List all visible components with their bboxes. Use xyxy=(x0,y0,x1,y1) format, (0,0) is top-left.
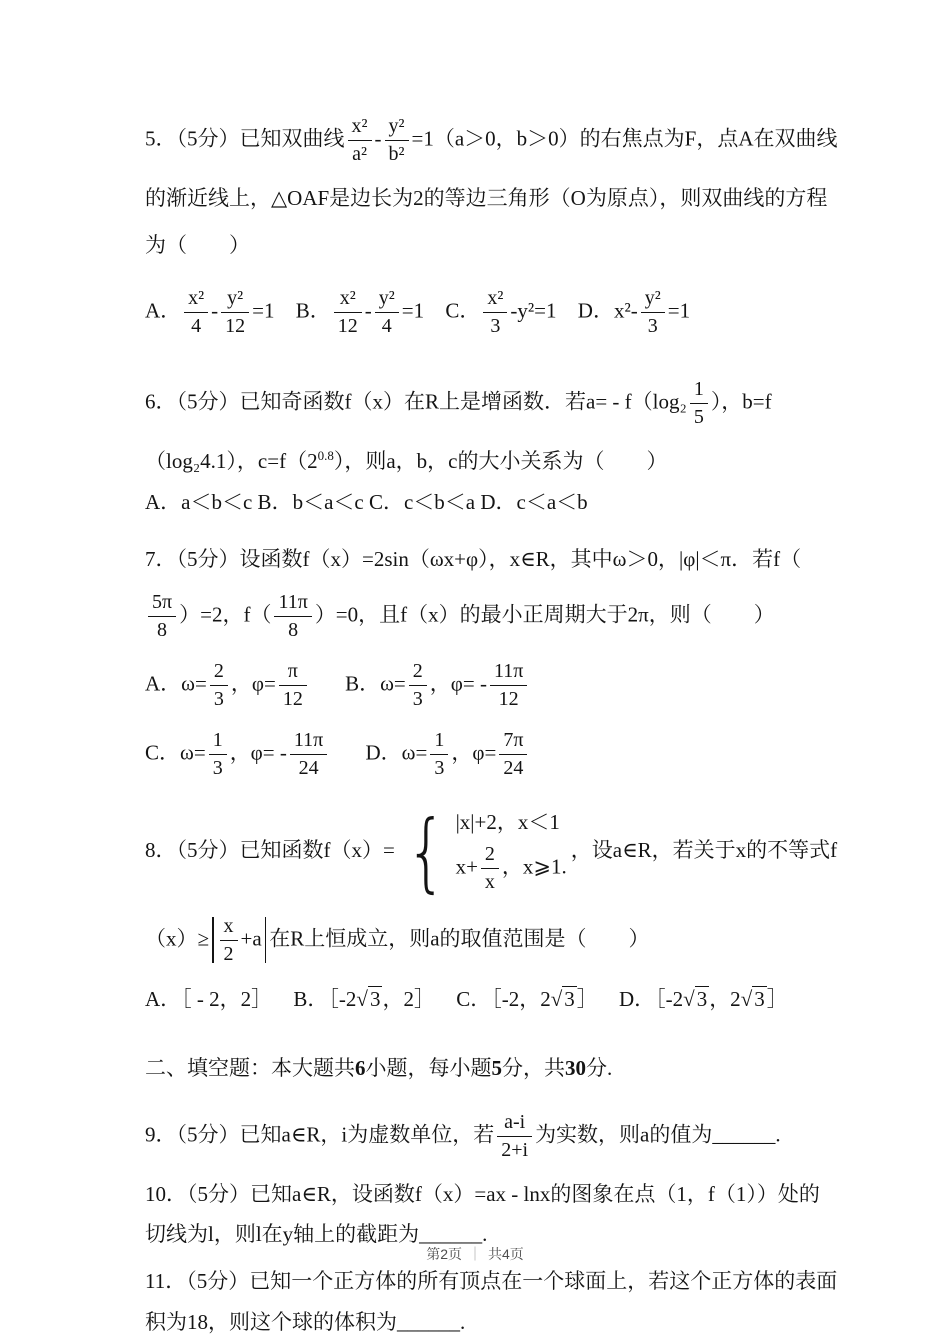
q7-options-row1 xyxy=(145,657,842,714)
fraction-ai-2i xyxy=(497,1110,532,1163)
sqrt-expression xyxy=(356,987,382,1011)
fraction-numerator: 11π xyxy=(490,659,527,686)
option-text: C．［-2，2 xyxy=(456,987,551,1012)
q5-option-a xyxy=(145,284,275,341)
section-count: 6 xyxy=(355,1056,366,1081)
q6-options xyxy=(145,485,842,520)
q5-option-b xyxy=(296,284,424,341)
radicand: 3 xyxy=(369,987,381,1012)
fraction-numerator: x² xyxy=(184,286,208,313)
fraction-numerator: 5π xyxy=(148,590,176,617)
sqrt-expression xyxy=(551,987,577,1011)
fraction-numerator: 2 xyxy=(409,659,427,686)
fraction xyxy=(430,728,448,781)
fraction-numerator: a-i xyxy=(497,1110,532,1137)
option-mid: ，φ= - xyxy=(229,740,287,765)
option-text: D．［-2 xyxy=(618,987,684,1012)
fraction xyxy=(499,728,527,781)
fraction-5pi-8 xyxy=(148,590,176,643)
fraction xyxy=(221,286,249,339)
q9-line1 xyxy=(145,1108,842,1165)
q7-line2 xyxy=(145,588,842,645)
option-text: ，2 xyxy=(709,987,741,1012)
fraction-denominator: 12 xyxy=(282,688,303,711)
q9-text1: 9．（5分）已知a∈R，i为虚数单位，若 xyxy=(145,1122,495,1146)
q6-options-text: A．a＜b＜c B．b＜a＜c C．c＜b＜a D．c＜a＜b xyxy=(145,489,588,514)
option-pre: x²- xyxy=(613,298,638,323)
q8-text5: 在R上恒成立，则a的取值范围是（ ） xyxy=(269,925,650,950)
fraction xyxy=(490,659,527,712)
fraction-denominator: 3 xyxy=(490,315,501,338)
q6-text4: ），则a，b，c的大小关系为（ ） xyxy=(333,449,668,474)
piecewise-case-2 xyxy=(456,840,567,897)
q8-options xyxy=(145,981,842,1018)
option-text: ，2］ xyxy=(382,987,435,1012)
q11-line2 xyxy=(145,1305,842,1340)
option-mid: ，φ= xyxy=(451,740,497,765)
exponent: 0.8 xyxy=(317,448,334,464)
q5-options xyxy=(145,284,842,341)
fraction xyxy=(375,286,399,339)
fraction-denominator: 3 xyxy=(212,757,223,780)
section-text: 二、填空题：本大题共 xyxy=(145,1056,355,1081)
fraction-denominator: 3 xyxy=(213,688,224,711)
radicand: 3 xyxy=(696,987,708,1012)
section-text: 分. xyxy=(586,1056,613,1081)
q5-line3 xyxy=(145,228,842,263)
abs-bar-left xyxy=(212,917,214,963)
fraction-denominator: 12 xyxy=(337,315,358,338)
q7-options-row2 xyxy=(145,726,842,783)
fraction xyxy=(209,728,227,781)
q11-line1 xyxy=(145,1264,842,1299)
fraction-y2-b2 xyxy=(385,114,409,167)
q7-text1: 7．（5分）设函数f（x）=2sin（ωx+φ），x∈R，其中ω＞0，|φ|＜π．若f（ xyxy=(145,546,802,571)
footer-total-pages: 共4页 xyxy=(488,1246,524,1262)
q6-text2: ），b=f xyxy=(710,389,772,414)
option-text: A．［ - 2，2］ xyxy=(145,987,273,1012)
q8-line1 xyxy=(145,802,842,903)
q10-text1: 10．（5分）已知a∈R，设函数f（x）=ax - lnx的图象在点（1，f（1））处的 xyxy=(145,1181,820,1206)
option-mid: ，φ= - xyxy=(429,671,487,696)
option-label: A．ω= xyxy=(145,671,207,696)
q8-text4: +a xyxy=(240,925,262,950)
q5-option-d xyxy=(578,284,690,341)
log-symbol: log₂ xyxy=(652,389,687,414)
option-tail: =1 xyxy=(401,298,425,323)
fraction-denominator: 5 xyxy=(693,406,704,429)
fraction-denominator: 3 xyxy=(434,757,445,780)
footer-page-number: 第2页 xyxy=(426,1246,462,1262)
radical-sign: √ xyxy=(356,987,368,1012)
fraction-numerator: 2 xyxy=(481,842,499,869)
fraction-denominator: 2 xyxy=(223,942,234,965)
option-label: A． xyxy=(145,298,182,323)
fraction-numerator: x² xyxy=(334,286,362,313)
q5-text3: =1（a＞0，b＞0）的右焦点为F，点A在双曲线 xyxy=(411,126,838,151)
fraction-numerator: x xyxy=(220,914,238,941)
fraction xyxy=(334,286,362,339)
option-text: B．［-2 xyxy=(293,987,357,1012)
section-text: 小题，每小题 xyxy=(365,1056,492,1081)
fraction-11pi-8 xyxy=(274,590,311,643)
q10-line1 xyxy=(145,1177,842,1212)
fraction-denominator: 24 xyxy=(298,757,319,780)
fraction-2-x xyxy=(481,842,499,895)
q9-text2: 为实数，则a的值为______. xyxy=(535,1122,781,1146)
section-text: 分，共 xyxy=(502,1056,565,1081)
q8-line2 xyxy=(145,912,842,969)
fraction-x-2 xyxy=(220,914,238,967)
abs-bar-right xyxy=(265,917,267,963)
fraction-numerator: y² xyxy=(385,114,409,141)
case2-text: x+ xyxy=(455,853,478,878)
option-mid: ，φ= xyxy=(230,671,276,696)
fraction-x2-a2 xyxy=(348,114,372,167)
q6-text3: （log₂4.1），c=f（2 xyxy=(145,449,318,474)
piecewise-function: { |x|+2，x＜1 x+ $\frac{2}{x}$ ，x⩾1. xyxy=(405,802,567,903)
fraction xyxy=(184,286,208,339)
fraction-denominator: x xyxy=(484,870,495,893)
fraction xyxy=(290,728,327,781)
section2-header xyxy=(145,1051,842,1086)
q7-text2: ）=2，f（ xyxy=(179,602,272,627)
fraction-denominator: 3 xyxy=(647,315,658,338)
option-text: ］ xyxy=(766,987,788,1012)
fraction-denominator: 8 xyxy=(157,619,168,642)
radical-sign: √ xyxy=(683,987,695,1012)
fraction-numerator: π xyxy=(279,659,307,686)
radicand: 3 xyxy=(564,987,575,1012)
option-label: C．ω= xyxy=(145,740,206,765)
fraction-denominator: b² xyxy=(388,143,405,165)
option-tail: =1 xyxy=(667,298,691,323)
option-label: B． xyxy=(295,298,331,323)
q8-text1: 8．（5分）已知函数f（x）= xyxy=(145,838,395,863)
piecewise-cases xyxy=(456,805,567,899)
option-label: D．ω= xyxy=(365,740,428,765)
option-tail: -y²=1 xyxy=(510,298,557,323)
fraction xyxy=(409,659,427,712)
option-label: B．ω= xyxy=(345,671,406,696)
fraction-numerator: 1 xyxy=(430,728,448,755)
q7-line1 xyxy=(145,542,842,577)
fraction-numerator: y² xyxy=(221,286,249,313)
fraction-1-5 xyxy=(690,377,708,430)
piecewise-case-1: |x|+2，x＜1 xyxy=(455,810,560,835)
sqrt-expression xyxy=(741,987,767,1011)
fraction-numerator: 1 xyxy=(690,377,708,404)
fraction-denominator: 12 xyxy=(225,315,246,338)
q8-text2: ，设a∈R，若关于x的不等式f xyxy=(570,838,838,863)
q11-text2: 积为18，则这个球的体积为______. xyxy=(145,1309,466,1334)
fraction-numerator: y² xyxy=(641,286,665,313)
footer-separator: ｜ xyxy=(468,1246,482,1262)
option-operator: - xyxy=(364,298,372,323)
sqrt-expression xyxy=(683,987,709,1011)
fraction-numerator: x² xyxy=(483,286,507,313)
q7-option-b xyxy=(345,657,530,714)
q5-text4: 的渐近线上，△OAF是边长为2的等边三角形（O为原点），则双曲线的方程 xyxy=(145,186,828,210)
radical-sign: √ xyxy=(550,987,563,1012)
fraction xyxy=(279,659,307,712)
q7-option-c xyxy=(145,726,330,783)
q8-option-a xyxy=(145,982,272,1017)
q10-text2: 切线为l，则l在y轴上的截距为______. xyxy=(145,1222,488,1247)
fraction-numerator: 11π xyxy=(290,728,327,755)
section-points: 5 xyxy=(491,1056,502,1081)
section-total-points: 30 xyxy=(565,1056,586,1081)
q8-option-d xyxy=(619,982,788,1017)
q6-line1 xyxy=(145,375,842,432)
q5-line1 xyxy=(145,112,842,169)
q8-option-c xyxy=(456,982,598,1017)
q7-option-d xyxy=(366,726,531,783)
q7-option-a xyxy=(145,657,310,714)
q5-minus: - xyxy=(374,126,382,151)
q11-text1: 11．（5分）已知一个正方体的所有顶点在一个球面上，若这个正方体的表面 xyxy=(145,1268,838,1293)
option-label: C． xyxy=(445,298,481,323)
option-tail: =1 xyxy=(252,298,275,323)
fraction-numerator: 7π xyxy=(499,728,527,755)
fraction-numerator: 1 xyxy=(209,728,227,755)
fraction xyxy=(483,286,507,339)
case2-condition: ，x⩾1. xyxy=(501,853,567,878)
q6-line2 xyxy=(145,444,842,479)
fraction-denominator: 12 xyxy=(498,688,519,711)
q6-text1: 6．（5分）已知奇函数f（x）在R上是增函数．若a= - f（ xyxy=(145,389,653,414)
fraction-numerator: 2 xyxy=(210,659,228,686)
fraction-denominator: 24 xyxy=(503,757,524,780)
radicand: 3 xyxy=(754,987,765,1012)
fraction-denominator: 4 xyxy=(381,315,392,338)
q8-option-b xyxy=(293,982,435,1017)
fraction-denominator: 8 xyxy=(288,619,299,642)
page-footer xyxy=(0,1244,950,1264)
fraction-denominator: 3 xyxy=(412,688,423,711)
fraction xyxy=(210,659,228,712)
q5-option-c xyxy=(445,284,556,341)
option-operator: - xyxy=(211,298,219,323)
q5-text1: 5．（5分）已知双曲线 xyxy=(145,126,345,151)
fraction-denominator: 2+i xyxy=(501,1138,529,1161)
q5-text5: 为（ ） xyxy=(145,232,250,257)
q5-line2 xyxy=(145,181,842,216)
q8-text3: （x）≥ xyxy=(145,925,210,950)
radical-sign: √ xyxy=(740,987,753,1012)
option-label: D． xyxy=(577,298,614,323)
q7-text3: ）=0，且f（x）的最小正周期大于2π，则（ ） xyxy=(314,602,775,627)
fraction-denominator: a² xyxy=(352,143,367,165)
fraction-denominator: 4 xyxy=(191,315,202,338)
fraction xyxy=(641,286,665,339)
fraction-numerator: 11π xyxy=(274,590,311,617)
fraction-numerator: x² xyxy=(348,114,372,141)
option-text: ］ xyxy=(576,987,598,1012)
fraction-numerator: y² xyxy=(375,286,399,313)
